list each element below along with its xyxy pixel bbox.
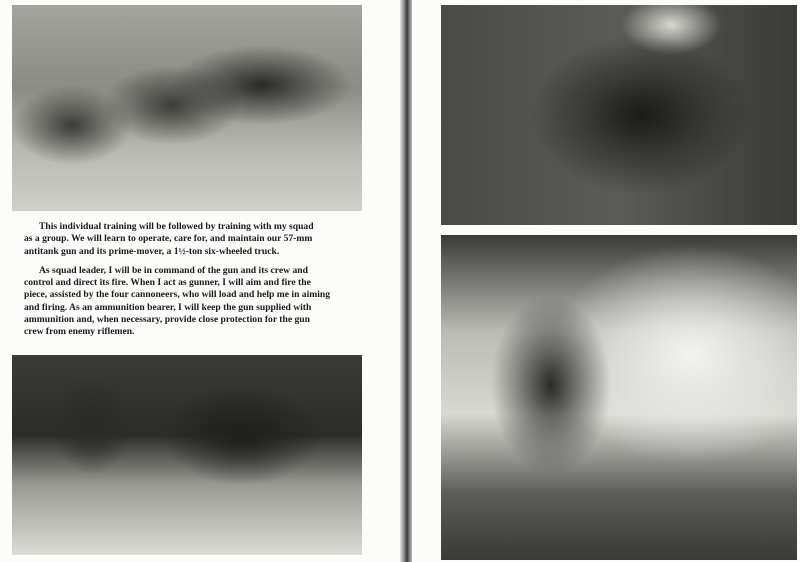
text-line: and firing. As an ammunition bearer, I will keep the gun supplied with	[24, 301, 312, 313]
text-line: As squad leader, I will be in command of the gun and its crew and	[39, 264, 308, 276]
paragraph-squad-training	[24, 221, 369, 258]
photo-crew-hauling-gun-woods	[12, 355, 362, 555]
text-line: crew from enemy riflemen.	[24, 326, 135, 338]
paragraph-squad-roles	[24, 265, 369, 339]
body-text	[24, 221, 369, 346]
text-line: as a group. We will learn to operate, care for, and maintain our 57-mm	[24, 233, 313, 245]
photo-soldiers-moving-gun-field	[12, 5, 362, 211]
text-line: This individual training will be followed by training with my squad	[39, 221, 314, 232]
photo-gun-firing-smoke	[441, 235, 797, 560]
text-line: piece, assisted by the four cannoneers, who will load and help me in aiming	[24, 289, 331, 301]
text-line: antitank gun and its prime-mover, a 1½-ton six-wheeled truck.	[24, 245, 280, 257]
text-line: ammunition and, when necessary, provide close protection for the gun	[24, 314, 310, 326]
photo-crew-at-antitank-gun	[441, 5, 797, 225]
text-line: control and direct its fire. When I act as gunner, I will aim and fire the	[24, 277, 311, 289]
